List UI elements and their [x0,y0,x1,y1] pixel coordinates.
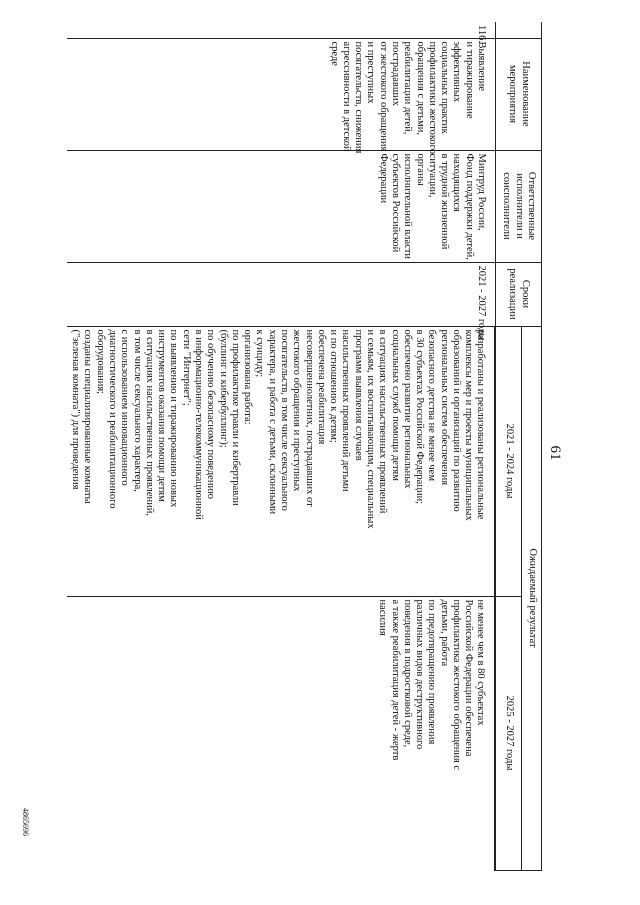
name-header: Наименование мероприятия [496,38,542,150]
responsible-line: субъектов Российской [390,153,402,253]
terms-cell [67,262,496,341]
result-line: и по отношению к детям; [328,329,340,443]
result-line: к суициду; [254,329,266,378]
result-line: инструментов оказания помощи детям [156,329,168,502]
result-line: по предотвращению проявления [426,599,438,745]
result-line: созданы специализированные комнаты [82,329,94,504]
name-line: профилактики жестокого [426,41,438,154]
result-2021-cell [67,326,496,596]
result-line: характера, и работа с детьми, склонными [266,329,278,515]
measures-table [67,22,542,871]
period-2025-header: 2025 - 2027 годы [496,596,522,870]
name-line: посягательств, снижения [353,41,365,154]
result-line: разработаны и реализованы региональные [475,329,487,520]
result-line: организована работа: [242,329,254,425]
result-line: различных видов деструктивного [414,599,426,750]
result-line: в ситуациях насильственных проявлений [377,329,389,514]
result-line: безопасного детства не менее чем [426,329,438,481]
responsible-line: Фонд поддержки детей, [463,153,475,260]
name-line: и тиражирование [463,41,475,119]
expected-result-header: Ожидаемый результат [522,326,542,870]
result-line: не менее чем в 80 субъектах [475,599,487,726]
result-line: насильственных проявлений детьми [340,329,352,492]
result-line: по обучению безопасному поведению [205,329,217,499]
terms-header: Сроки реализации [496,262,542,326]
responsible-line: Минтруд России, [476,153,487,231]
row-number: 116. [476,25,487,43]
responsible-line: Федерации [377,153,389,204]
name-line: пострадавших [390,41,402,106]
result-line: жестокого обращения и преступных [291,329,303,492]
result-line: сети "Интернет"; [180,329,192,406]
responsible-line: ситуации, [426,153,438,198]
result-line: оборудования; [94,329,106,395]
name-line: среде [328,41,340,66]
result-line: образований и организаций по развитию [450,329,462,512]
responsible-line: исполнительной власти [402,153,414,259]
responsible-header: Ответственные исполнители и соисполнители [496,150,542,262]
name-line: социальных практик [439,41,451,134]
result-line: в информационно-телекоммуникационной [193,329,205,520]
name-line: агрессивности в детской [340,41,352,152]
name-line: Выявление [476,41,487,92]
name-line: реабилитации детей, [402,41,414,135]
name-line: и преступных [365,41,377,104]
name-line: обращения с детьми, [414,41,426,135]
table-row [67,22,496,870]
result-line: насилия [377,599,389,636]
result-line: посягательств, в том числе сексуального [279,329,290,511]
result-line: обеспечена реабилитация [315,329,327,445]
result-line: а также реабилитация детей - жертв [389,599,401,761]
result-line: ("зеленая комната") для проведения [70,329,82,490]
terms-value: 2021 - 2027 годы [476,265,487,341]
name-line: эффективных [451,41,463,103]
responsible-line: в трудной жизненной [439,153,451,250]
result-line: в 30 субъектах Российской Федерации; [414,329,426,505]
responsible-line: органы [414,153,426,186]
result-line: региональных систем обеспечения [438,329,450,486]
result-line: Российской Федерации обеспечена [463,599,475,757]
result-line: социальных служб помощи детям [389,329,401,481]
result-line: (буллинг и кибербуллинг); [217,329,229,448]
result-line: в ситуациях насильственных проявлений, [143,329,155,517]
result-line: в том числе сексуального характера, [131,329,143,492]
result-line: и семьям, их воспитывающим, специальных [364,329,376,529]
result-line: по выявлению и тиражированию новых [168,329,180,508]
result-line: детьми, работа [438,599,450,667]
result-line: профилактика жестокого обращения с [450,599,462,771]
name-line: от жестокого обращения [377,41,389,152]
responsible-line: находящихся [451,153,463,212]
result-line: по профилактике травли и кибертравли [229,329,241,506]
document-id: 4865696 [21,808,30,836]
number-header [496,22,542,38]
result-line: поведения в подростковой среде, [401,599,413,748]
result-line: программ выявления случаев [352,329,364,461]
measure-name-cell [67,38,496,154]
result-line: комплексы мер и проекты муниципальных [463,329,475,521]
page-number: 61 [547,445,563,461]
result-line: диагностического и реабилитационного [107,329,119,509]
period-2021-header: 2021 - 2024 годы [496,326,522,596]
result-line: с использованием инновационного [119,329,131,486]
responsible-cell [67,150,496,262]
result-2025-cell [67,596,496,870]
result-line: несовершеннолетних, пострадавших от [303,329,315,507]
result-line: обеспечено развитие региональных [401,329,413,489]
